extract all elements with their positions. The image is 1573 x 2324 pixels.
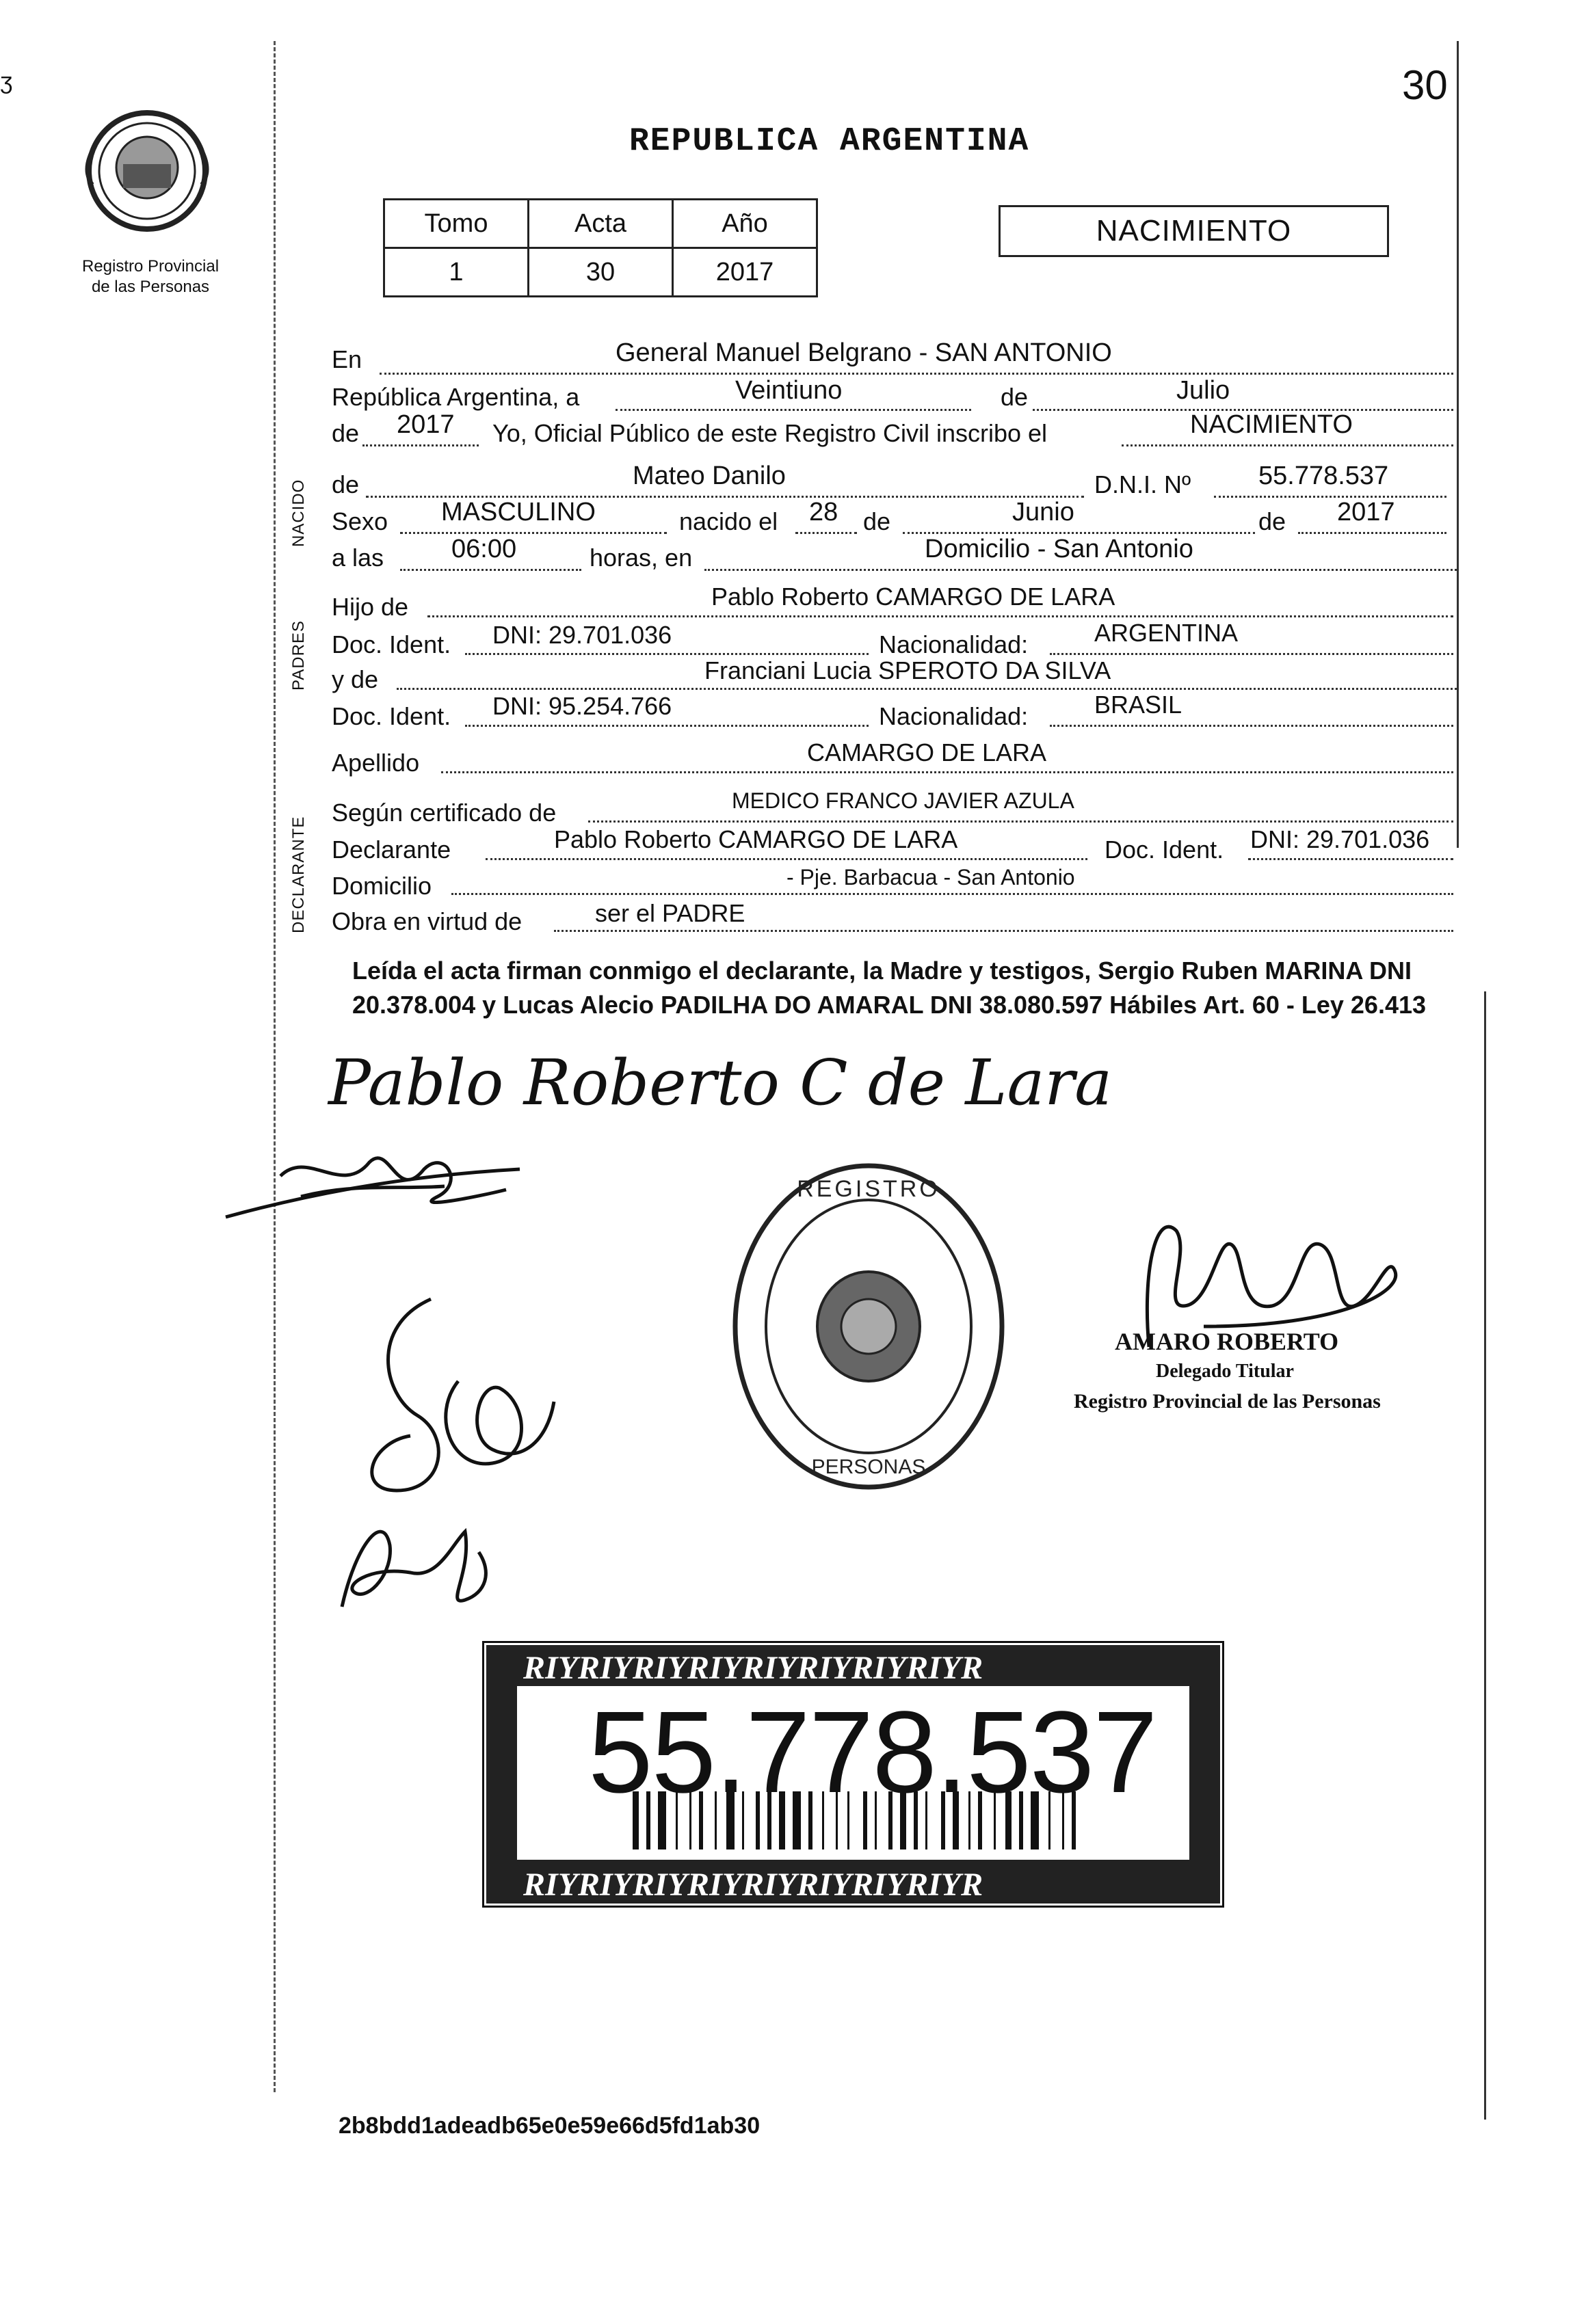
delegado-title: Delegado Titular xyxy=(1156,1361,1294,1382)
en-dots xyxy=(380,373,1453,375)
domicilio-label: Domicilio xyxy=(332,872,432,900)
year-value: 2017 xyxy=(397,410,455,439)
right-margin-line-2 xyxy=(1484,991,1486,2120)
hour-dots xyxy=(400,569,581,571)
apellido-value: CAMARGO DE LARA xyxy=(807,738,1047,766)
horas-label: horas, en xyxy=(590,544,693,572)
domicilio-value: - Pje. Barbacua - San Antonio xyxy=(786,865,1075,890)
mother-nac-dots xyxy=(1050,725,1453,727)
en-value: General Manuel Belgrano - SAN ANTONIO xyxy=(616,338,1112,367)
father-doc-label: Doc. Ident. xyxy=(332,630,451,658)
closing-paragraph: Leída el acta firman conmigo el declarante, la Madre y testigos, Sergio Ruben MARINA DNI 20.378.004 y Lucas Alecio PADILHA DO AMARAL DNI 38.080.597 Hábiles Art. 60 - Ley 26.413 xyxy=(352,957,1427,1019)
nacido-year-dots xyxy=(1298,532,1446,534)
father-nac-value: ARGENTINA xyxy=(1094,619,1239,647)
svg-text:RIYRIYRIYRIYRIYRIYRIYRIYR: RIYRIYRIYRIYRIYRIYRIYRIYR xyxy=(523,1650,983,1686)
table-header-acta: Acta xyxy=(529,200,673,248)
record-type-box: NACIMIENTO xyxy=(999,205,1389,257)
domicilio-dots xyxy=(451,893,1453,895)
signature-scribble-3 xyxy=(328,1504,506,1620)
dni-value: 55.778.537 xyxy=(1258,462,1389,490)
father-doc-value: DNI: 29.701.036 xyxy=(492,621,672,649)
apellido-label: Apellido xyxy=(332,749,420,777)
delegado-block xyxy=(1074,1326,1381,1417)
signature-scribble-2 xyxy=(356,1285,561,1518)
side-label-declarante: DECLARANTE xyxy=(289,816,308,933)
declarante-underline xyxy=(486,858,1087,860)
apellido-dots xyxy=(441,771,1453,773)
hijo-label: Hijo de xyxy=(332,593,409,621)
delegado-name: AMARO ROBERTO xyxy=(1115,1328,1339,1355)
hour-value: 06:00 xyxy=(451,535,517,563)
name-prefix: de xyxy=(332,470,360,498)
y-de-label: y de xyxy=(332,665,379,693)
logo-caption xyxy=(55,256,246,297)
table-value-tomo: 1 xyxy=(384,248,529,297)
provincial-seal-logo xyxy=(79,103,215,239)
nacido-year: 2017 xyxy=(1337,498,1395,526)
month-value: Julio xyxy=(1176,376,1230,405)
dni-label: D.N.I. Nº xyxy=(1094,470,1191,498)
official-stamp xyxy=(725,1156,1012,1497)
obra-label: Obra en virtud de xyxy=(332,907,523,935)
mother-dots xyxy=(397,688,1457,690)
svg-text:REGISTRO: REGISTRO xyxy=(797,1176,940,1202)
dni-dots xyxy=(1214,496,1446,498)
logo-caption-line-2: de las Personas xyxy=(91,278,210,296)
declarante-label: Declarante xyxy=(332,836,451,864)
republica-label: República Argentina, a xyxy=(332,383,580,411)
nacido-month-dots xyxy=(903,532,1255,534)
mother-value: Franciani Lucia SPEROTO DA SILVA xyxy=(704,656,1111,684)
signature-scribble-1 xyxy=(219,1121,533,1238)
tomo-acta-anio-table xyxy=(383,198,818,297)
svg-text:RIYRIYRIYRIYRIYRIYRIYRIYR: RIYRIYRIYRIYRIYRIYRIYRIYR xyxy=(523,1867,983,1903)
nacido-day-dots xyxy=(795,532,857,534)
barcode-number: 55.778.537 xyxy=(588,1687,1156,1817)
year-dots xyxy=(362,444,479,446)
year-prefix: de xyxy=(332,419,360,447)
inscribo-dots xyxy=(1122,444,1453,446)
logo-caption-line-1: Registro Provincial xyxy=(81,257,220,276)
en-label: En xyxy=(332,345,362,373)
side-label-padres: PADRES xyxy=(289,620,308,691)
decl-doc-value: DNI: 29.701.036 xyxy=(1250,825,1430,853)
document-hash: 2b8bdd1adeadb65e0e59e66d5fd1ab30 xyxy=(339,2113,761,2139)
delegado-office: Registro Provincial de las Personas xyxy=(1074,1390,1381,1413)
inscribo-text: Yo, Oficial Público de este Registro Civil inscribo el xyxy=(492,419,1048,447)
decl-doc-dots xyxy=(1248,858,1453,860)
father-nac-dots xyxy=(1050,653,1453,655)
nacido-label: nacido el xyxy=(679,507,778,535)
table-header-tomo: Tomo xyxy=(384,200,529,248)
obra-value: ser el PADRE xyxy=(595,899,745,927)
right-margin-line xyxy=(1457,41,1459,848)
mother-nac-label: Nacionalidad: xyxy=(879,702,1029,730)
table-value-anio: 2017 xyxy=(673,248,817,297)
day-dots xyxy=(616,409,971,411)
decl-doc-label: Doc. Ident. xyxy=(1105,836,1224,864)
alas-label: a las xyxy=(332,544,384,572)
sexo-label: Sexo xyxy=(332,507,388,535)
sexo-dots xyxy=(400,532,667,534)
nacido-de2-label: de xyxy=(1258,507,1286,535)
svg-text:PERSONAS: PERSONAS xyxy=(811,1456,926,1478)
father-doc-dots xyxy=(465,653,869,655)
mother-doc-dots xyxy=(465,725,869,727)
table-value-acta: 30 xyxy=(529,248,673,297)
sexo-value: MASCULINO xyxy=(441,498,596,526)
country-title: REPUBLICA ARGENTINA xyxy=(629,123,1030,160)
page-number: 30 xyxy=(1402,62,1448,108)
nacido-de-label: de xyxy=(863,507,891,535)
side-label-nacido: NACIDO xyxy=(289,479,308,547)
mother-doc-value: DNI: 95.254.766 xyxy=(492,692,672,720)
de-month-label: de xyxy=(1001,383,1029,411)
father-nac-label: Nacionalidad: xyxy=(879,630,1029,658)
declarante-value: Pablo Roberto CAMARGO DE LARA xyxy=(554,825,958,853)
mother-doc-label: Doc. Ident. xyxy=(332,702,451,730)
father-dots xyxy=(427,615,1453,617)
segun-dots xyxy=(588,820,1453,823)
inscribo-value: NACIMIENTO xyxy=(1190,410,1353,439)
day-value: Veintiuno xyxy=(735,376,843,405)
nacido-month: Junio xyxy=(1012,498,1074,526)
place-dots xyxy=(704,569,1457,571)
obra-dots xyxy=(554,930,1453,932)
mother-nac-value: BRASIL xyxy=(1094,691,1182,719)
corner-mark: ʒ xyxy=(0,68,13,94)
table-header-anio: Año xyxy=(673,200,817,248)
left-margin-line xyxy=(274,41,276,2092)
nacido-day: 28 xyxy=(809,498,838,526)
segun-value: MEDICO FRANCO JAVIER AZULA xyxy=(732,788,1074,813)
handwritten-signature-text: Pablo Roberto C de Lara xyxy=(328,1046,1113,1119)
segun-label: Según certificado de xyxy=(332,799,557,827)
place-value: Domicilio - San Antonio xyxy=(925,535,1193,563)
name-value: Mateo Danilo xyxy=(633,462,786,490)
father-value: Pablo Roberto CAMARGO DE LARA xyxy=(711,583,1115,611)
